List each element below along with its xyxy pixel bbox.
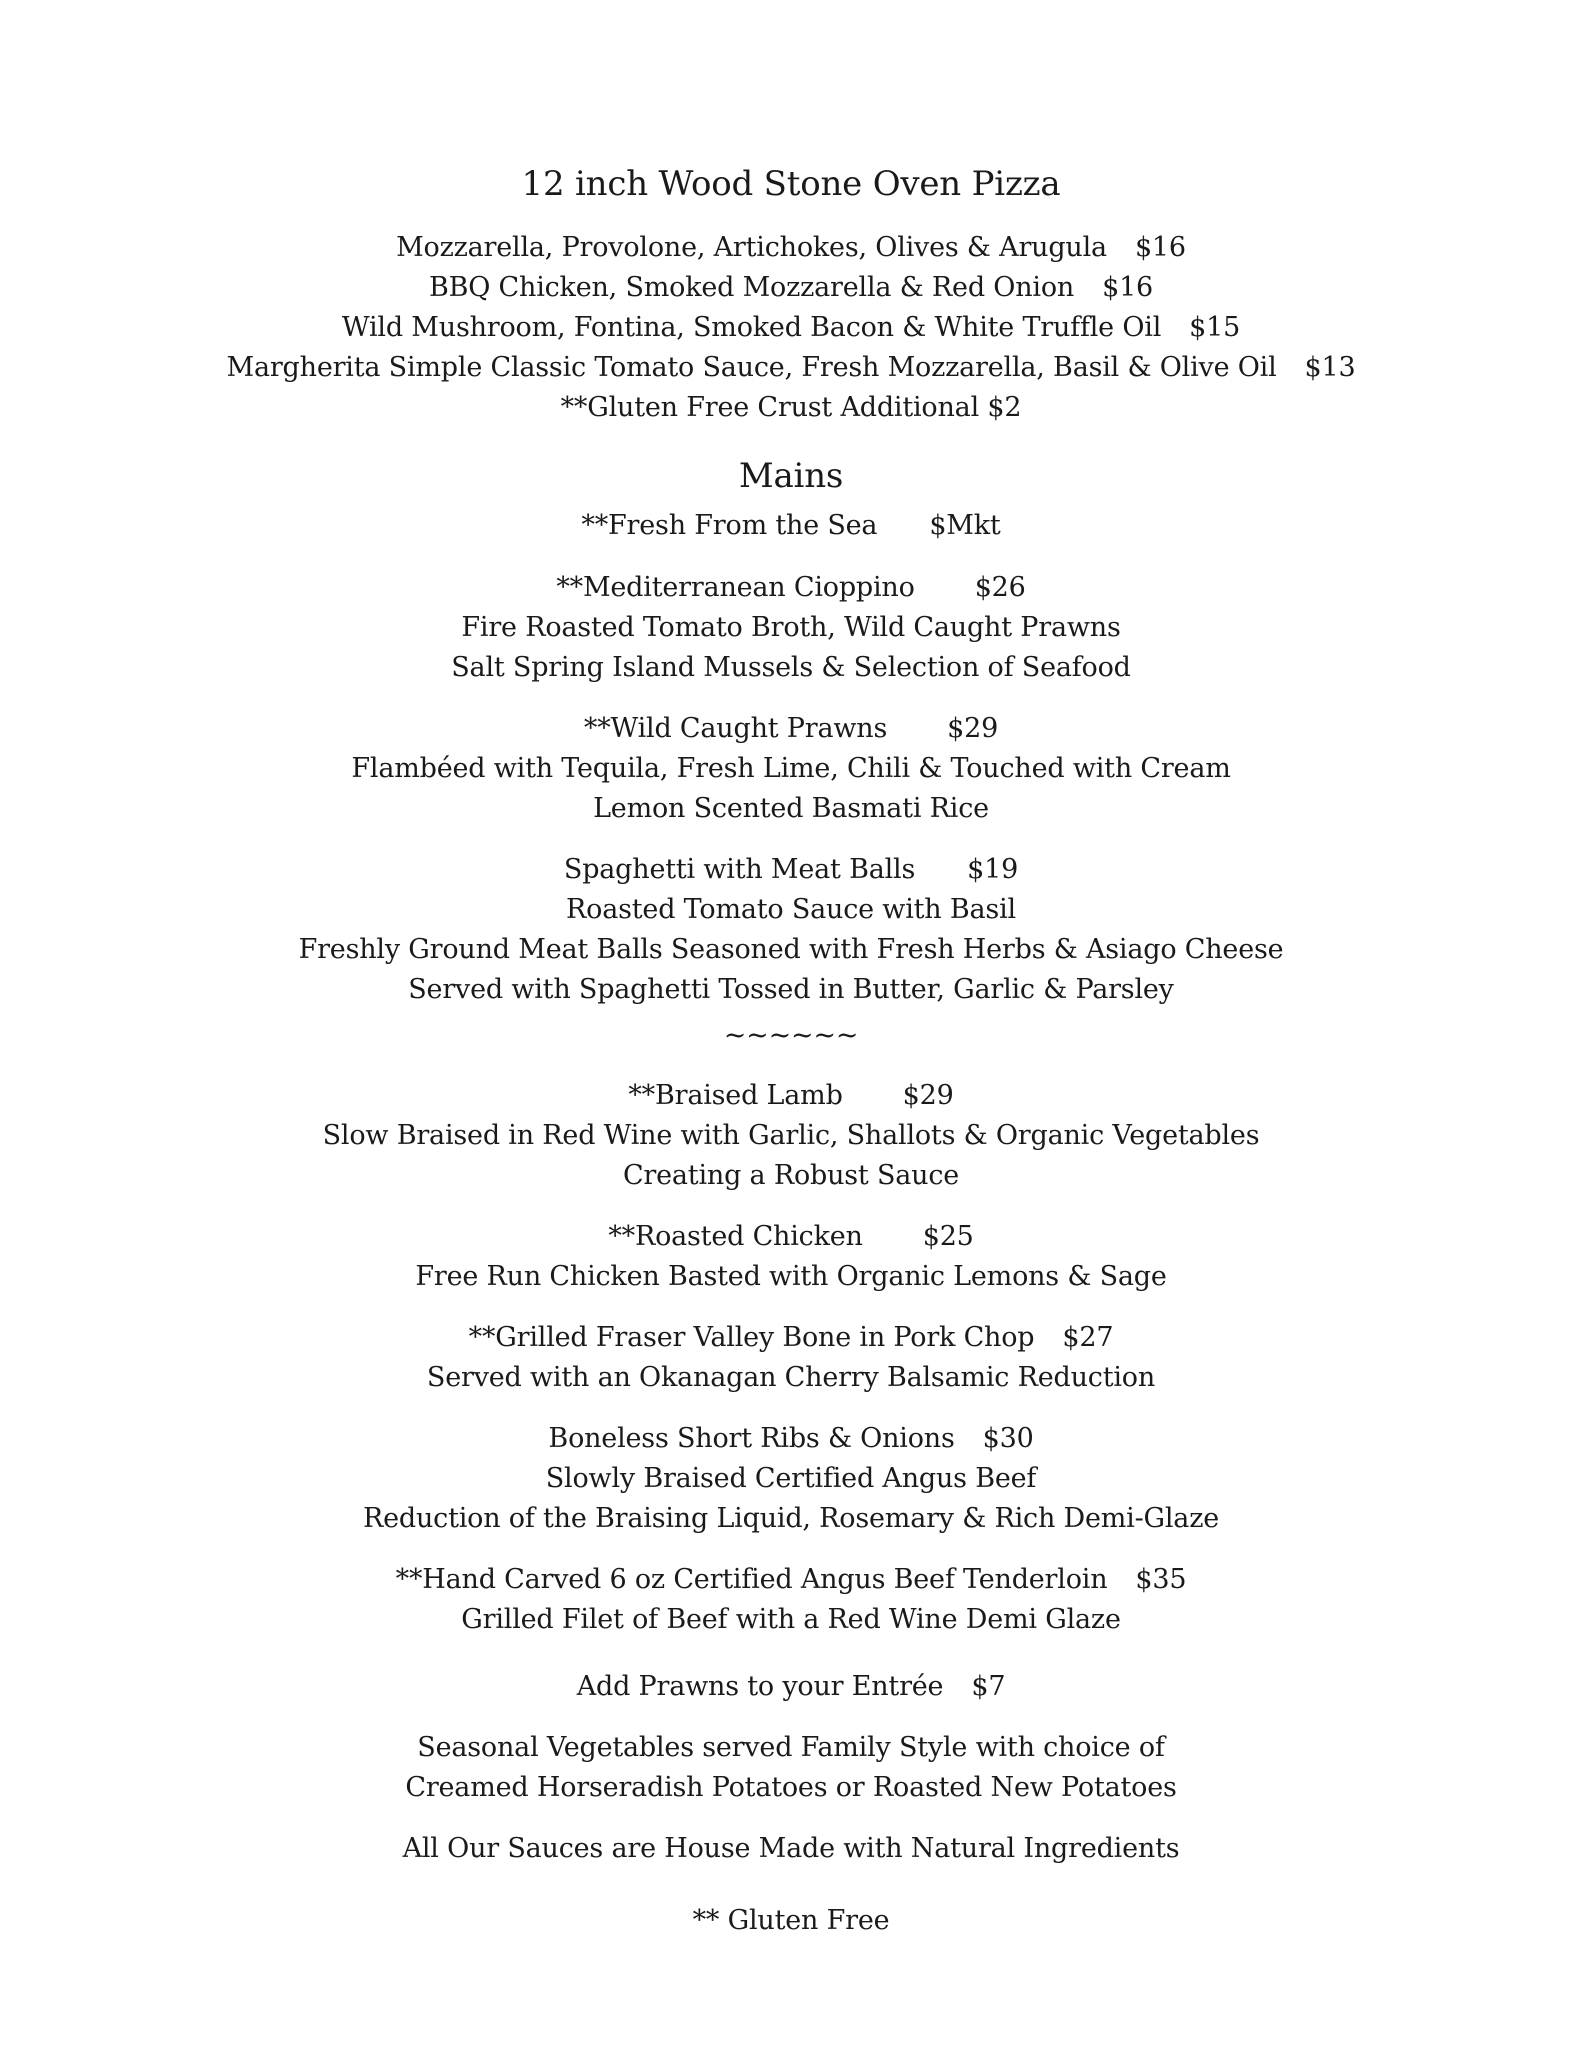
item-description: Salt Spring Island Mussels & Selection of Seafood [451, 652, 1131, 683]
sides-note: Seasonal Vegetables served Family Style with choice of [417, 1732, 1165, 1763]
gluten-free-key: ** Gluten Free [692, 1905, 890, 1936]
pizza-item [0, 270, 1582, 306]
pizza-item-name: BBQ Chicken, Smoked Mozzarella & Red Onion [428, 272, 1075, 303]
pizza-item-price: $15 [1189, 312, 1241, 343]
item-price: $26 [974, 572, 1026, 603]
item-description: Slow Braised in Red Wine with Garlic, Shallots & Organic Vegetables [322, 1120, 1260, 1151]
sides-note: Creamed Horseradish Potatoes or Roasted New Potatoes [405, 1772, 1177, 1803]
item-description: Served with an Okanagan Cherry Balsamic Reduction [426, 1362, 1156, 1393]
mains-heading: Mains [738, 456, 844, 496]
item-name: **Wild Caught Prawns [583, 713, 888, 744]
sauces-note: All Our Sauces are House Made with Natural Ingredients [402, 1833, 1180, 1864]
item-description: Roasted Tomato Sauce with Basil [566, 894, 1016, 925]
item-description: Fire Roasted Tomato Broth, Wild Caught Prawns [461, 612, 1121, 643]
pizza-item-name: Margherita Simple Classic Tomato Sauce, Fresh Mozzarella, Basil & Olive Oil [226, 352, 1277, 383]
item-price: $7 [971, 1671, 1006, 1702]
pizza-item [0, 350, 1582, 386]
item-description: Lemon Scented Basmati Rice [593, 793, 989, 824]
item-name: **Grilled Fraser Valley Bone in Pork Chop [468, 1322, 1035, 1353]
item-price: $Mkt [929, 510, 1001, 541]
item-name: **Hand Carved 6 oz Certified Angus Beef Tenderloin [395, 1564, 1108, 1595]
item-description: Freshly Ground Meat Balls Seasoned with Fresh Herbs & Asiago Cheese [298, 934, 1284, 965]
pizza-item-price: $16 [1102, 272, 1154, 303]
menu-item-fresh-from-sea [0, 508, 1582, 544]
item-name: Add Prawns to your Entrée [576, 1671, 944, 1702]
menu-item-roasted-chicken [0, 1219, 1582, 1255]
item-name: **Fresh From the Sea [581, 510, 878, 541]
item-price: $29 [902, 1080, 954, 1111]
item-price: $30 [982, 1423, 1034, 1454]
menu-item-braised-lamb [0, 1078, 1582, 1114]
pizza-item-name: Wild Mushroom, Fontina, Smoked Bacon & White Truffle Oil [341, 312, 1162, 343]
item-name: **Braised Lamb [628, 1080, 843, 1111]
item-price: $27 [1062, 1322, 1114, 1353]
pizza-item [0, 310, 1582, 346]
item-price: $35 [1135, 1564, 1187, 1595]
pizza-item-name: Mozzarella, Provolone, Artichokes, Olives & Arugula [396, 232, 1107, 263]
item-name: **Mediterranean Cioppino [556, 572, 915, 603]
item-name: **Roasted Chicken [608, 1221, 863, 1252]
menu-item-add-prawns [0, 1669, 1582, 1705]
item-price: $29 [947, 713, 999, 744]
item-description: Grilled Filet of Beef with a Red Wine Demi Glaze [461, 1604, 1121, 1635]
gluten-free-crust-note: **Gluten Free Crust Additional $2 [560, 392, 1022, 423]
pizza-heading: 12 inch Wood Stone Oven Pizza [521, 164, 1061, 204]
pizza-item [0, 230, 1582, 266]
item-name: Spaghetti with Meat Balls [563, 854, 916, 885]
menu-item-wild-caught-prawns [0, 711, 1582, 747]
item-description: Served with Spaghetti Tossed in Butter, Garlic & Parsley [408, 974, 1174, 1005]
item-price: $19 [967, 854, 1019, 885]
pizza-item-price: $13 [1304, 352, 1356, 383]
item-name: Boneless Short Ribs & Onions [548, 1423, 955, 1454]
menu-item-spaghetti [0, 852, 1582, 888]
item-description: Slowly Braised Certified Angus Beef [545, 1463, 1037, 1494]
item-description: Free Run Chicken Basted with Organic Lemons & Sage [415, 1261, 1167, 1292]
item-description: Creating a Robust Sauce [622, 1160, 960, 1191]
menu-item-short-ribs [0, 1421, 1582, 1457]
section-divider: ~~~~~~ [723, 1020, 859, 1051]
item-description: Flambéed with Tequila, Fresh Lime, Chili & Touched with Cream [351, 753, 1231, 784]
menu-item-pork-chop [0, 1320, 1582, 1356]
menu-item-tenderloin [0, 1562, 1582, 1598]
item-description: Reduction of the Braising Liquid, Rosemary & Rich Demi-Glaze [362, 1503, 1220, 1534]
menu-item-cioppino [0, 570, 1582, 606]
pizza-item-price: $16 [1134, 232, 1186, 263]
item-price: $25 [922, 1221, 974, 1252]
